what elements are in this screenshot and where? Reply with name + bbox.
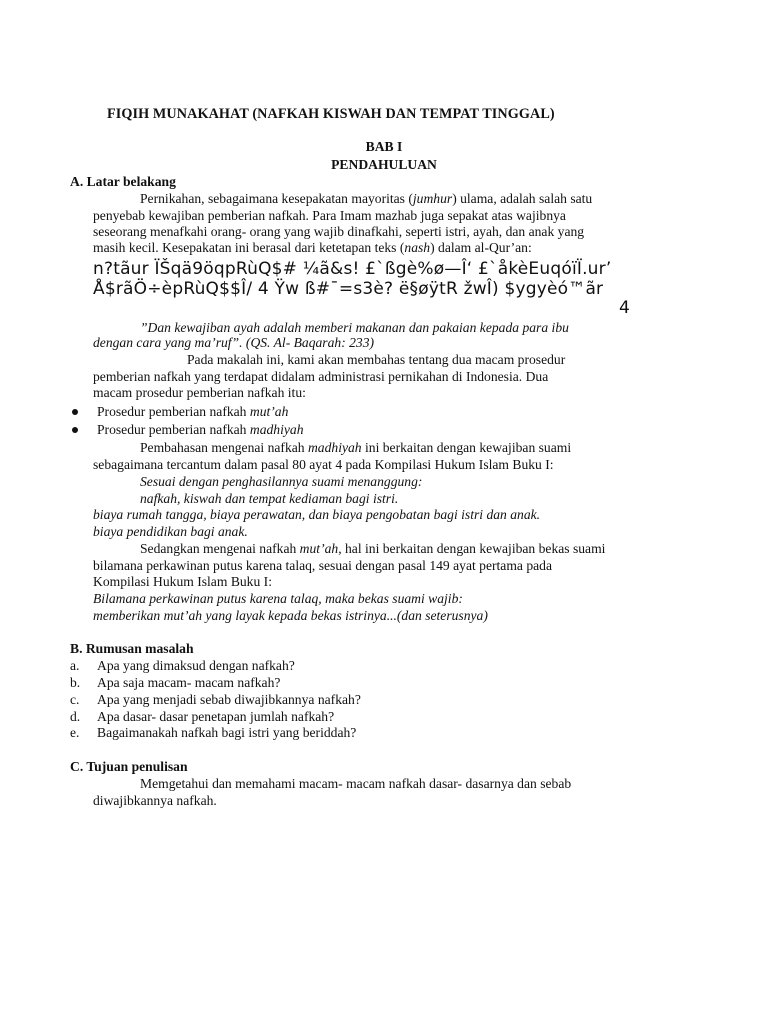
paragraph-line: Pembahasan mengenai nafkah madhiyah ini berkaitan dengan kewajiban suami <box>140 440 572 455</box>
paragraph-line: bilamana perkawinan putus karena talaq, sesuai dengan pasal 149 ayat pertama pada <box>93 558 552 573</box>
law-quote-line: memberikan mut’ah yang layak kepada bekas istrinya...(dan seterusnya) <box>93 608 488 623</box>
list-item: Prosedur pemberian nafkah mut’ah <box>97 404 289 419</box>
list-item: Apa saja macam- macam nafkah? <box>97 675 281 690</box>
verse-translation: ”Dan kewajiban ayah adalah memberi makanan dan pakaian kepada para ibu <box>140 320 569 335</box>
list-item: Apa yang menjadi sebab diwajibkannya nafkah? <box>97 692 361 707</box>
paragraph-line: pemberian nafkah yang terdapat didalam administrasi pernikahan di Indonesia. Dua <box>93 369 549 384</box>
paragraph-line: Pada makalah ini, kami akan membahas tentang dua macam prosedur <box>187 352 566 367</box>
paragraph-line: macam prosedur pemberian nafkah itu: <box>93 385 306 400</box>
paragraph-line: masih kecil. Kesepakatan ini berasal dari ketetapan teks (nash) dalam al-Qur’an: <box>93 240 532 255</box>
list-item-marker: d. <box>70 709 81 724</box>
list-item: Apa yang dimaksud dengan nafkah? <box>97 658 295 673</box>
paragraph-line: sebagaimana tercantum dalam pasal 80 ayat 4 pada Kompilasi Hukum Islam Buku I: <box>93 457 554 472</box>
document-title: FIQIH MUNAKAHAT (NAFKAH KISWAH DAN TEMPAT TINGGAL) <box>107 106 555 122</box>
bullet-icon <box>72 427 78 433</box>
list-item-marker: b. <box>70 675 81 690</box>
law-quote-line: biaya pendidikan bagi anak. <box>93 524 248 539</box>
list-item: Apa dasar- dasar penetapan jumlah nafkah? <box>97 709 335 724</box>
list-item: Prosedur pemberian nafkah madhiyah <box>97 422 304 437</box>
paragraph-line: diwajibkannya nafkah. <box>93 793 217 808</box>
paragraph-line: Memgetahui dan memahami macam- macam nafkah dasar- dasarnya dan sebab <box>140 776 572 791</box>
paragraph-line: penyebab kewajiban pemberian nafkah. Para Imam mazhab juga sepakat atas wajibnya <box>93 208 566 223</box>
law-quote-line: Bilamana perkawinan putus karena talaq, maka bekas suami wajib: <box>93 591 463 606</box>
bullet-icon <box>72 409 78 415</box>
list-item-marker: c. <box>70 692 80 707</box>
paragraph-line: seseorang menafkahi orang- orang yang wajib dinafkahi, seperti istri, ayah, dan anak yang <box>93 224 585 239</box>
law-quote-line: Sesuai dengan penghasilannya suami menanggung: <box>140 474 423 489</box>
paragraph-line: Sedangkan mengenai nafkah mut’ah, hal ini berkaitan dengan kewajiban bekas suami <box>140 541 606 556</box>
paragraph-line: Pernikahan, sebagaimana kesepakatan mayoritas (jumhur) ulama, adalah salah satu <box>140 191 593 206</box>
list-item: Bagaimanakah nafkah bagi istri yang beriddah? <box>97 725 357 740</box>
law-quote-line: biaya rumah tangga, biaya perawatan, dan biaya pengobatan bagi istri dan anak. <box>93 507 541 522</box>
chapter-number: BAB I <box>365 139 403 154</box>
section-c-heading: C. Tujuan penulisan <box>70 759 188 774</box>
section-a-heading: A. Latar belakang <box>70 174 176 189</box>
section-b-heading: B. Rumusan masalah <box>70 641 194 656</box>
law-quote-line: nafkah, kiswah dan tempat kediaman bagi istri. <box>140 491 399 506</box>
verse-translation: dengan cara yang ma’ruf”. (QS. Al- Baqarah: 233) <box>93 335 375 350</box>
arabic-verse-line: 4 <box>619 298 631 318</box>
arabic-verse-line: n?tãur ÏŠqä9öqpRùQ$# ¼ã&s! £`ßgè%ø—Î‘ £`åkèEuqóïÏ.ur’ <box>93 259 612 279</box>
list-item-marker: a. <box>70 658 80 673</box>
arabic-verse-line: Å$rãÖ÷èpRùQ$$Î/ 4 Ÿw ß#¯=s3è? ë§øÿtR žwÎ) $ygyèó™ãr <box>93 279 604 299</box>
list-item-marker: e. <box>70 725 80 740</box>
chapter-title: PENDAHULUAN <box>331 157 437 172</box>
paragraph-line: Kompilasi Hukum Islam Buku I: <box>93 574 272 589</box>
